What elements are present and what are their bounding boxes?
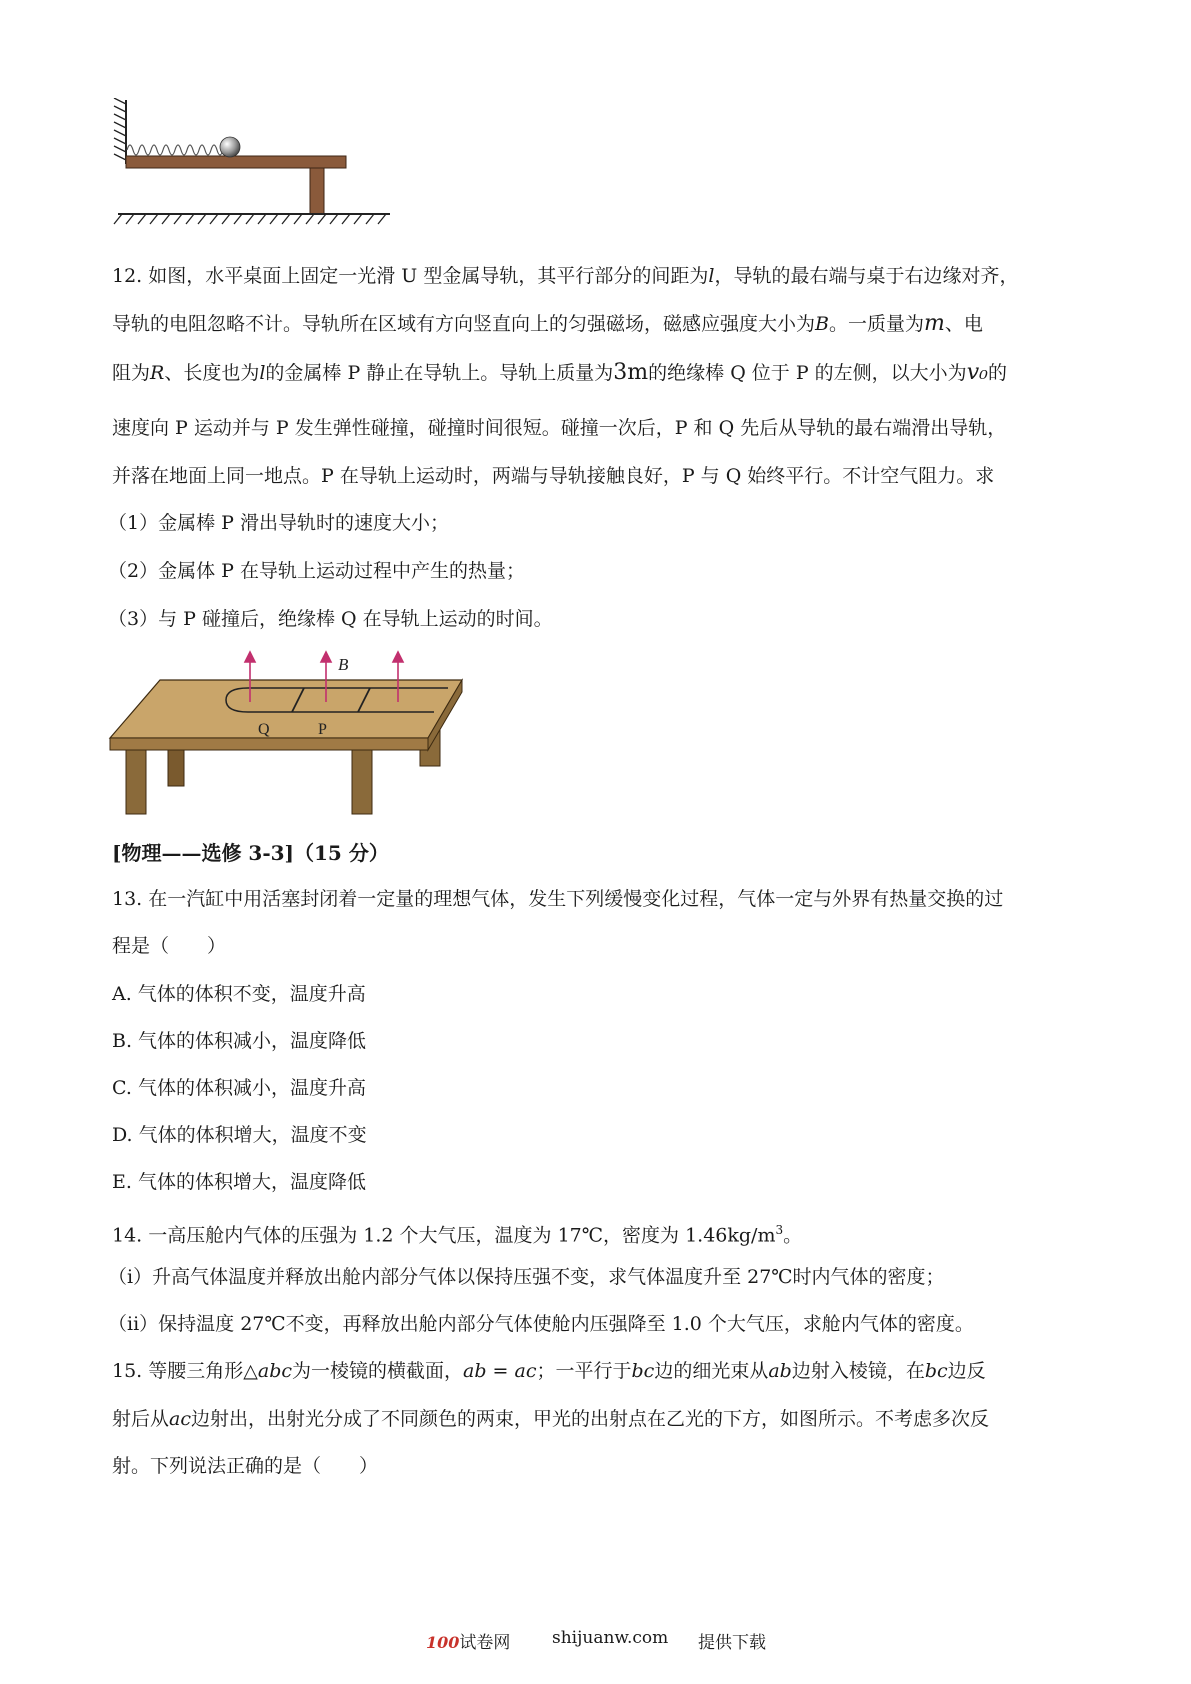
q14-part-ii: （ii）保持温度 27℃不变，再释放出舱内部分气体使舱内压强降至 1.0 个大气压，求舱内气体的密度。 — [108, 1313, 974, 1335]
footer-logo: 100试卷网 — [426, 1633, 511, 1653]
q12-sub-2: （2）金属体 P 在导轨上运动过程中产生的热量； — [108, 560, 525, 582]
footer-site: shijuanw.com — [552, 1628, 669, 1648]
q12-line-4: 速度向 P 运动并与 P 发生弹性碰撞，碰撞时间很短。碰撞一次后，P 和 Q 先后从导轨的最右端滑出导轨， — [112, 417, 1007, 439]
section-heading: [物理——选修 3-3]（15 分） — [112, 841, 389, 865]
footer-download: 提供下载 — [698, 1633, 766, 1653]
q14-stem: 14. 一高压舱内气体的压强为 1.2 个大气压，温度为 17℃，密度为 $1.46kg/m^3$。 — [112, 1223, 803, 1247]
q12-line-1: 12. 如图，水平桌面上固定一光滑 U 型金属导轨，其平行部分的间距为l，导轨的最右端与桌于右边缘对齐， — [112, 265, 1019, 287]
q12-line-5: 并落在地面上同一地点。P 在导轨上运动时，两端与导轨接触良好，P 与 Q 始终平行。不计空气阻力。求 — [112, 465, 995, 487]
q15-line-1: 15. 等腰三角形△abc为一棱镜的横截面，ab = ac；一平行于bc边的细光束从ab边射入棱镜，在bc边反 — [112, 1360, 986, 1382]
rod-p-label: P — [318, 721, 327, 738]
q13-option-c: C. 气体的体积减小，温度升高 — [112, 1077, 366, 1099]
q13-option-e: E. 气体的体积增大，温度降低 — [112, 1171, 366, 1193]
q15-line-2: 射后从ac边射出，出射光分成了不同颜色的两束，甲光的出射点在乙光的下方，如图所示。不考虑多次反 — [112, 1408, 989, 1430]
q13-option-a: A. 气体的体积不变，温度升高 — [112, 983, 366, 1005]
q12-line-3: 阻为R、长度也为l的金属棒 P 静止在导轨上。导轨上质量为3m的绝缘棒 Q 位于 P 的左侧，以大小为v₀的 — [112, 360, 1007, 385]
rod-q-label: Q — [258, 721, 270, 738]
table-rail-figure — [108, 650, 478, 820]
q13-stem-1: 13. 在一汽缸中用活塞封闭着一定量的理想气体，发生下列缓慢变化过程，气体一定与外界有热量交换的过 — [112, 888, 1004, 910]
spring-ball-figure — [110, 98, 390, 243]
q13-stem-2: 程是（ ） — [112, 935, 227, 957]
q13-option-d: D. 气体的体积增大，温度不变 — [112, 1124, 367, 1146]
q12-sub-1: （1）金属棒 P 滑出导轨时的速度大小； — [108, 512, 449, 534]
q14-part-i: （i）升高气体温度并释放出舱内部分气体以保持压强不变，求气体温度升至 27℃时内气体的密度； — [108, 1266, 945, 1288]
q12-line-2: 导轨的电阻忽略不计。导轨所在区域有方向竖直向上的匀强磁场，磁感应强度大小为B。一质量为m、电 — [112, 311, 983, 336]
field-b-label: B — [338, 655, 349, 674]
q12-sub-3: （3）与 P 碰撞后，绝缘棒 Q 在导轨上运动的时间。 — [108, 608, 553, 630]
q15-line-3: 射。下列说法正确的是（ ） — [112, 1455, 379, 1477]
q13-option-b: B. 气体的体积减小，温度降低 — [112, 1030, 367, 1052]
logo-100: 100 — [426, 1633, 460, 1652]
